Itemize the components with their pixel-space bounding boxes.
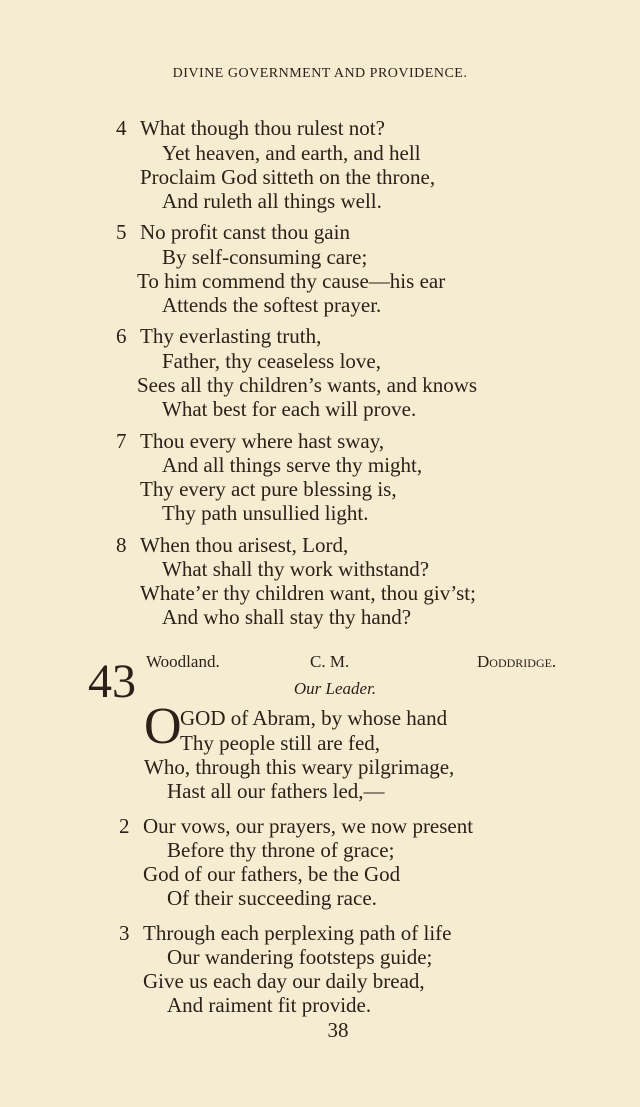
verse-line: And who shall stay thy hand? [162, 605, 412, 629]
verse-line: And all things serve thy might, [162, 453, 423, 477]
hymn-title: Our Leader. [293, 679, 377, 698]
verse-line: What shall thy work withstand? [162, 557, 430, 581]
verse-line: No profit canst thou gain [140, 220, 350, 244]
verse-line: GOD of Abram, by whose hand [180, 706, 448, 730]
verse-line: What best for each will prove. [162, 397, 417, 421]
verse-line: And raiment fit provide. [167, 993, 372, 1017]
stanza-number: 7 [116, 429, 127, 453]
verse-line: God of our fathers, be the God [143, 862, 401, 886]
meter: C. M. [310, 652, 350, 671]
verse-line: Proclaim God sitteth on the throne, [140, 165, 436, 189]
hymn-number: 43 [88, 655, 136, 708]
verse-line: Sees all thy children’s wants, and knows [137, 373, 478, 397]
verse-line: And ruleth all things well. [162, 189, 382, 213]
stanza-number: 2 [119, 814, 130, 838]
verse-line: Whate’er thy children want, thou giv’st; [140, 581, 476, 605]
verse-line: Give us each day our daily bread, [143, 969, 425, 993]
stanza-number: 4 [116, 116, 127, 140]
verse-line: Father, thy ceaseless love, [162, 349, 382, 373]
verse-line: Through each perplexing path of life [143, 921, 452, 945]
page-number: 38 [327, 1018, 349, 1042]
verse-line: By self-consuming care; [162, 245, 368, 269]
verse-line: What though thou rulest not? [140, 116, 385, 140]
stanza-number: 3 [119, 921, 130, 945]
verse-line: When thou arisest, Lord, [140, 533, 349, 557]
author: Doddridge. [477, 652, 557, 671]
running-head: DIVINE GOVERNMENT AND PROVIDENCE. [172, 66, 468, 81]
verse-line: Who, through this weary pilgrimage, [144, 755, 455, 779]
stanza-number: 5 [116, 220, 127, 244]
tune-name: Woodland. [146, 652, 220, 671]
verse-line: Hast all our fathers led,— [167, 779, 385, 803]
verse-line: Yet heaven, and earth, and hell [162, 141, 421, 165]
verse-line: To him commend thy cause—his ear [137, 269, 446, 293]
verse-line: Thy every act pure blessing is, [140, 477, 397, 501]
verse-line: Thou every where hast sway, [140, 429, 385, 453]
drop-cap: O [144, 698, 182, 755]
verse-line: Before thy throne of grace; [167, 838, 395, 862]
stanza-number: 6 [116, 324, 127, 348]
verse-line: Of their succeeding race. [167, 886, 377, 910]
verse-line: Attends the softest prayer. [162, 293, 382, 317]
verse-line: Our wandering footsteps guide; [167, 945, 433, 969]
verse-line: Thy path unsullied light. [162, 501, 369, 525]
verse-line: Thy everlasting truth, [140, 324, 322, 348]
verse-line: Thy people still are fed, [180, 731, 381, 755]
verse-line: Our vows, our prayers, we now present [143, 814, 474, 838]
stanza-number: 8 [116, 533, 127, 557]
